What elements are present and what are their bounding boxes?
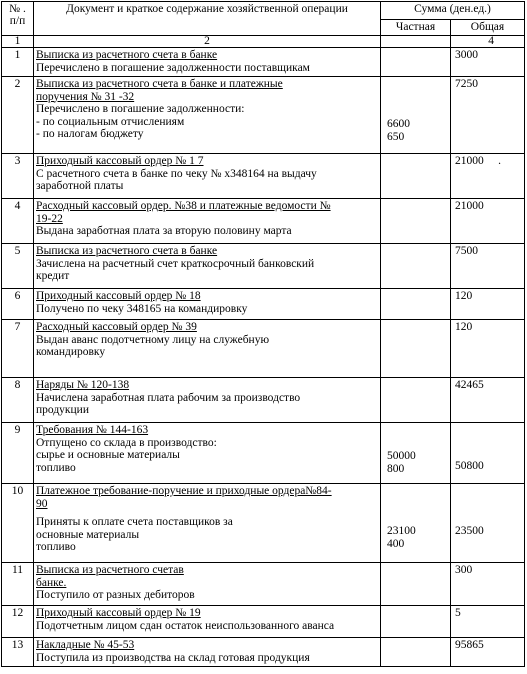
table-row bbox=[2, 289, 525, 320]
private-sum-value: 6600 bbox=[387, 118, 410, 130]
table-row bbox=[2, 423, 525, 484]
column-number: 1 bbox=[2, 36, 34, 48]
row-number: 7 bbox=[2, 320, 34, 378]
operation-line: поручения № 31 -32 bbox=[36, 90, 135, 103]
total-sum-value: 3000 bbox=[455, 49, 478, 61]
row-number: 4 bbox=[2, 199, 34, 244]
operation-line: продукции bbox=[36, 404, 89, 416]
total-sum-cell bbox=[451, 320, 525, 378]
operation-cell bbox=[34, 48, 381, 77]
header-no-label: № . п/п bbox=[9, 3, 26, 27]
document-title: Накладные № 45-53 bbox=[36, 639, 135, 651]
operation-line: Приняты к оплате счета поставщиков за bbox=[36, 516, 233, 528]
private-sum-cell bbox=[381, 606, 451, 638]
operation-line: Поступила из производства на склад готовая продукция bbox=[36, 651, 310, 664]
row-number: 2 bbox=[2, 77, 34, 154]
header-document-label: Документ и краткое содержание хозяйственной операции bbox=[66, 3, 348, 15]
document-title: Приходный кассовый ордер № 19 bbox=[36, 607, 201, 619]
total-sum-value: 7250 bbox=[455, 78, 478, 90]
operation-line: Отпущено со склада в производство: bbox=[36, 436, 217, 449]
private-sum-value: 50000 bbox=[387, 450, 416, 462]
column-number: 4 bbox=[451, 36, 525, 48]
total-sum-cell bbox=[451, 563, 525, 606]
table-row bbox=[2, 48, 525, 77]
operation-line: 90 bbox=[36, 497, 48, 510]
operation-line: Получено по чеку 348165 на командировку bbox=[36, 302, 248, 315]
document-title: Платежное требование-поручение и приходные ордера№84- bbox=[36, 485, 332, 497]
total-sum-cell bbox=[451, 77, 525, 154]
private-sum-list bbox=[383, 424, 448, 475]
table-row bbox=[2, 77, 525, 154]
operations-document bbox=[1, 1, 524, 671]
private-sum-list bbox=[383, 485, 448, 550]
total-sum-value: 120 bbox=[455, 290, 473, 302]
operation-line: заработной платы bbox=[36, 180, 124, 192]
row-number: 11 bbox=[2, 563, 34, 606]
table-row bbox=[2, 638, 525, 667]
operation-cell bbox=[34, 77, 381, 154]
header-sum-label: Сумма (ден.ед.) bbox=[414, 3, 491, 15]
document-title: Приходный кассовый ордер № 1 7 bbox=[36, 155, 204, 167]
document-title: Требования № 144-163 bbox=[36, 424, 149, 436]
document-title: Выписка из расчетного счета в банке и платежные bbox=[36, 78, 283, 90]
operation-line: 19-22 bbox=[36, 212, 63, 225]
private-sum-cell bbox=[381, 154, 451, 199]
operation-line: Выдана заработная плата за вторую половину марта bbox=[36, 225, 292, 237]
operations-table bbox=[1, 1, 525, 667]
private-sum-value: 23100 bbox=[387, 525, 416, 537]
document-title: Расходный кассовый ордер № 39 bbox=[36, 321, 197, 333]
private-sum-cell bbox=[381, 320, 451, 378]
operation-cell bbox=[34, 423, 381, 484]
operation-line: топливо bbox=[36, 461, 76, 474]
operation-line: Перечислено в погашение задолженности поставщикам bbox=[36, 61, 310, 74]
total-sum-value: 7500 bbox=[455, 245, 478, 257]
table-row bbox=[2, 563, 525, 606]
total-sum-value: 21000 . bbox=[455, 155, 501, 167]
private-sum-cell bbox=[381, 638, 451, 667]
document-title: Выписка из расчетного счетав bbox=[36, 564, 184, 576]
table-row bbox=[2, 244, 525, 289]
total-sum-cell bbox=[451, 48, 525, 77]
table-row bbox=[2, 484, 525, 563]
table-row bbox=[2, 320, 525, 378]
document-title: Приходный кассовый ордер № 18 bbox=[36, 290, 201, 302]
private-sum-value: 800 bbox=[387, 462, 405, 475]
private-sum-cell bbox=[381, 77, 451, 154]
private-sum-list bbox=[383, 78, 448, 143]
total-sum-value: 120 bbox=[455, 321, 473, 333]
row-number: 5 bbox=[2, 244, 34, 289]
private-sum-cell bbox=[381, 289, 451, 320]
document-title: Наряды № 120-138 bbox=[36, 379, 130, 391]
row-number: 10 bbox=[2, 484, 34, 563]
operation-line: кредит bbox=[36, 270, 70, 282]
operation-line: топливо bbox=[36, 541, 76, 553]
table-row bbox=[2, 606, 525, 638]
operation-cell bbox=[34, 563, 381, 606]
total-sum-cell bbox=[451, 289, 525, 320]
row-number: 9 bbox=[2, 423, 34, 484]
header-no bbox=[2, 2, 34, 36]
private-sum-cell bbox=[381, 423, 451, 484]
total-sum-value: 21000 bbox=[455, 200, 484, 212]
total-sum-cell bbox=[451, 606, 525, 638]
row-number: 12 bbox=[2, 606, 34, 638]
private-sum-cell bbox=[381, 48, 451, 77]
operation-cell bbox=[34, 378, 381, 423]
row-number: 6 bbox=[2, 289, 34, 320]
header-row-1 bbox=[2, 2, 525, 20]
total-sum-cell bbox=[451, 638, 525, 667]
operation-line: командировку bbox=[36, 346, 106, 358]
total-sum-cell bbox=[451, 199, 525, 244]
private-sum-cell bbox=[381, 378, 451, 423]
row-number: 8 bbox=[2, 378, 34, 423]
total-sum-cell bbox=[451, 154, 525, 199]
operation-cell bbox=[34, 289, 381, 320]
header-document bbox=[34, 2, 381, 36]
header-private-label: Частная bbox=[395, 21, 436, 33]
total-sum-value: 95865 bbox=[455, 639, 484, 651]
table-row bbox=[2, 154, 525, 199]
column-numbers-row bbox=[2, 36, 525, 48]
document-title: Расходный кассовый ордер. №38 и платежные ведомости № bbox=[36, 200, 331, 212]
column-number bbox=[381, 36, 451, 48]
operation-line: Поступило от разных дебиторов bbox=[36, 589, 195, 601]
operation-cell bbox=[34, 199, 381, 244]
document-title: Выписка из расчетного счета в банке bbox=[36, 245, 218, 257]
operation-cell bbox=[34, 606, 381, 638]
document-title: Выписка из расчетного счета в банке bbox=[36, 49, 218, 61]
operation-line: Выдан аванс подотчетному лицу на служебную bbox=[36, 333, 270, 346]
row-number: 3 bbox=[2, 154, 34, 199]
private-sum-cell bbox=[381, 244, 451, 289]
total-sum-value: 50800 bbox=[455, 460, 484, 472]
total-sum-value: 42465 bbox=[455, 379, 484, 391]
header-total bbox=[451, 20, 525, 36]
operation-cell bbox=[34, 244, 381, 289]
header-total-label: Общая bbox=[470, 21, 505, 33]
header-sum bbox=[381, 2, 525, 20]
total-sum-cell bbox=[451, 378, 525, 423]
operation-line: Начислена заработная плата рабочим за производство bbox=[36, 391, 301, 404]
total-sum-cell bbox=[451, 244, 525, 289]
private-sum-value: 400 bbox=[387, 537, 405, 550]
total-sum-value: 300 bbox=[455, 564, 473, 576]
row-number: 13 bbox=[2, 638, 34, 667]
private-sum-value: 650 bbox=[387, 130, 405, 143]
operation-line: С расчетного счета в банке по чеку № х348164 на выдачу bbox=[36, 167, 317, 180]
operation-line: основные материалы bbox=[36, 528, 140, 541]
total-sum-cell bbox=[451, 423, 525, 484]
operation-cell bbox=[34, 484, 381, 563]
operation-cell bbox=[34, 638, 381, 667]
header-private bbox=[381, 20, 451, 36]
operation-line: сырье и основные материалы bbox=[36, 449, 180, 461]
table-row bbox=[2, 378, 525, 423]
operation-line: Подотчетным лицом сдан остаток неиспользованного аванса bbox=[36, 619, 335, 632]
private-sum-cell bbox=[381, 563, 451, 606]
private-sum-cell bbox=[381, 199, 451, 244]
total-sum-cell bbox=[451, 484, 525, 563]
total-sum-value: 23500 bbox=[455, 525, 484, 537]
operation-line: Перечислено в погашение задолженности: bbox=[36, 103, 245, 115]
operation-cell bbox=[34, 320, 381, 378]
table-row bbox=[2, 199, 525, 244]
operation-line: банке. bbox=[36, 576, 67, 589]
private-sum-cell bbox=[381, 484, 451, 563]
total-sum-value: 5 bbox=[455, 607, 461, 619]
operation-line: - по налогам бюджету bbox=[36, 128, 144, 140]
column-number: 2 bbox=[34, 36, 381, 48]
operation-line: Зачислена на расчетный счет краткосрочный банковский bbox=[36, 257, 315, 270]
operation-line: - по социальным отчислениям bbox=[36, 115, 185, 128]
row-number: 1 bbox=[2, 48, 34, 77]
operation-cell bbox=[34, 154, 381, 199]
